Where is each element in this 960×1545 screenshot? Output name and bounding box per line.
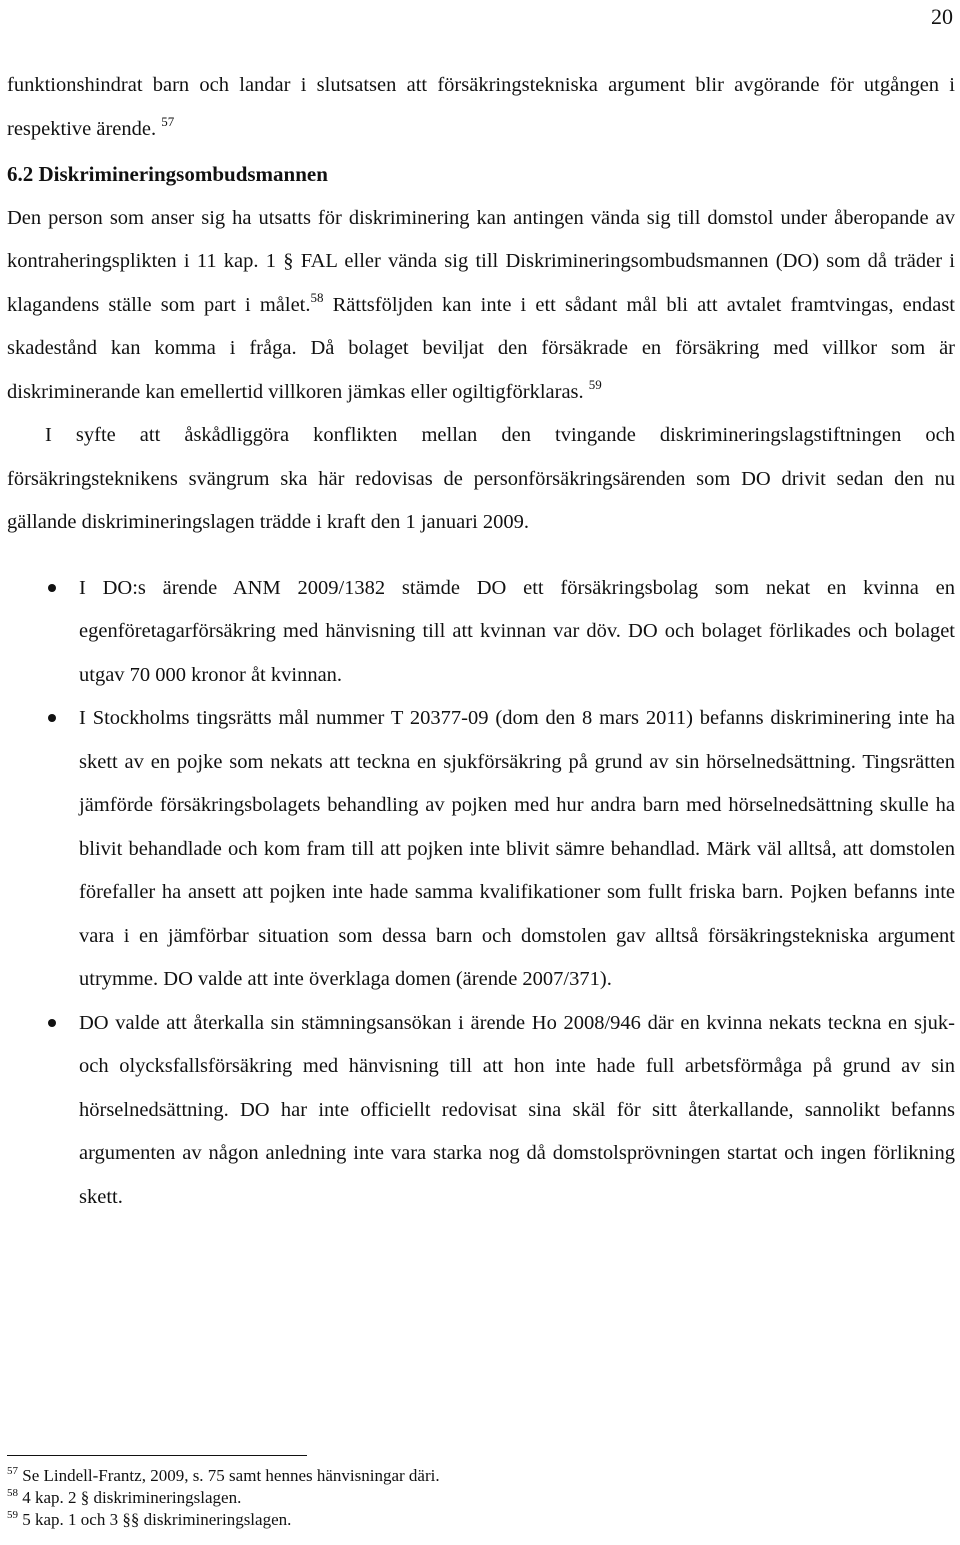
do-paragraph	[7, 197, 955, 415]
bullet-icon	[48, 714, 56, 722]
list-item-text: I Stockholms tingsrätts mål nummer T 20377-09 (dom den 8 mars 2011) befanns diskriminering inte ha skett av en pojke som nekats att teckna en sjukförsäkring på grund av sin hörselnedsättning. Tingsrätten jämförde försäkringsbolagets behandling av pojken med hur andra barn med hörselnedsättning skulle ha blivit behandlade och kom fram till att pojken inte blivit sämre behandlad. Märk väl alltså, att domstolen förefaller ha ansett att pojken inte hade samma kvalifikationer som fullt friska barn. Pojken befanns inte vara i en jämförbar situation som dessa barn och domstolen gav alltså försäkringstekniska argument utrymme. DO valde att inte överklaga domen (ärende 2007/371).	[79, 707, 955, 990]
list-item-text: DO valde att återkalla sin stämningsansökan i ärende Ho 2008/946 där en kvinna nekats teckna en sjuk- och olycksfallsförsäkring med hänvisning till att hon inte hade full arbetsförmåga på grund av sin hörselnedsättning. DO har inte officiellt redovisat sina skäl för sitt återkallande, sannolikt befanns argumenten av någon anledning inte vara starka nog då domstolsprövningen startat och ingen förlikning skett.	[79, 1011, 955, 1208]
do-text-a: Den person som anser sig ha utsatts för diskriminering kan antingen vända sig till domstol under åberopande av kontraheringsplikten i 11 kap. 1 § FAL eller vända sig till Diskrimineringsombudsmannen (DO) som då träder i klagandens ställe som part i målet.	[7, 206, 955, 316]
footnote-text: 5 kap. 1 och 3 §§ diskrimineringslagen.	[22, 1510, 292, 1529]
page-number: 20	[931, 4, 953, 29]
do-text-b: Rättsföljden kan inte i ett sådant mål bli att avtalet framtvingas, endast skadestånd kan komma i fråga. Då bolaget beviljat den försäkrade en försäkring med villkor som är diskriminerande kan emellertid villkoren jämkas eller ogiltigförklaras.	[7, 293, 955, 403]
intro-text: funktionshindrat barn och landar i slutsatsen att försäkringstekniska argument blir avgörande för utgången i respektive ärende.	[7, 74, 955, 140]
bullet-icon	[48, 584, 56, 592]
main-text	[7, 64, 955, 1219]
case-list	[7, 567, 955, 1220]
list-item	[7, 1002, 955, 1220]
footnote-number: 58	[7, 1487, 18, 1499]
intro-paragraph	[7, 64, 955, 151]
footnote	[7, 1509, 440, 1531]
footnotes	[7, 1465, 440, 1531]
footnote-ref-59: 59	[588, 376, 602, 392]
bullet-icon	[48, 1019, 56, 1027]
footnote-separator	[7, 1455, 307, 1456]
footnote-number: 59	[7, 1509, 18, 1521]
section-heading: 6.2 Diskrimineringsombudsmannen	[7, 162, 328, 186]
footnote	[7, 1465, 440, 1487]
footnote-ref-58: 58	[310, 289, 324, 305]
footnote-text: Se Lindell-Frantz, 2009, s. 75 samt hennes hänvisningar däri.	[22, 1466, 440, 1485]
footnote-ref-57: 57	[161, 113, 175, 129]
list-item	[7, 697, 955, 1002]
list-item	[7, 567, 955, 698]
footnote-number: 57	[7, 1465, 18, 1477]
list-item-text: I DO:s ärende ANM 2009/1382 stämde DO ett försäkringsbolag som nekat en kvinna en egenföretagarförsäkring med hänvisning till att kvinnan var döv. DO och bolaget förlikades och bolaget utgav 70 000 kronor åt kvinnan.	[79, 576, 955, 686]
footnote	[7, 1487, 440, 1509]
purpose-paragraph: I syfte att åskådliggöra konflikten mellan den tvingande diskrimineringslagstiftningen och försäkringsteknikens svängrum ska här redovisas de personförsäkringsärenden som DO drivit sedan den nu gällande diskrimineringslagen trädde i kraft den 1 januari 2009.	[7, 424, 955, 533]
footnote-text: 4 kap. 2 § diskrimineringslagen.	[22, 1488, 242, 1507]
